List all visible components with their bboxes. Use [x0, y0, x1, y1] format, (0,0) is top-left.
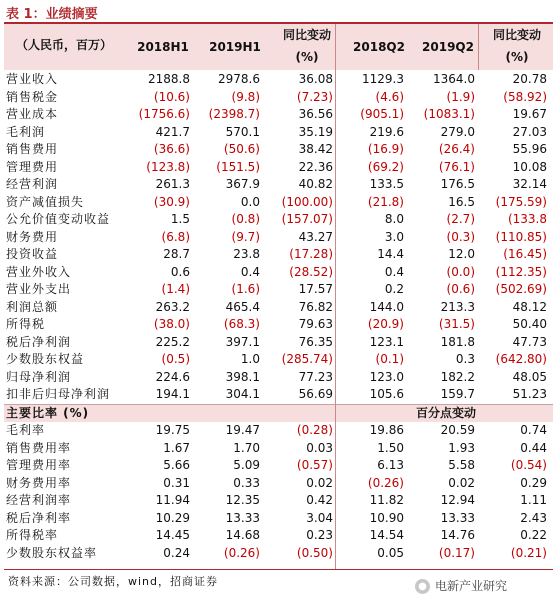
cell-value: 0.44 — [520, 440, 547, 455]
cell-value: 1364.0 — [433, 72, 475, 87]
row-label: 扣非后归母净利润 — [6, 387, 111, 402]
table-title: 表 1：业绩摘要 — [6, 7, 98, 22]
cell-value: (0.1) — [375, 352, 404, 367]
cell-value: (50.6) — [223, 142, 260, 157]
cell-value: 47.73 — [512, 334, 547, 349]
cell-value: 19.67 — [512, 107, 547, 122]
cell-value: 279.0 — [440, 124, 475, 139]
cell-value: (112.35) — [495, 264, 547, 279]
table-row — [4, 281, 553, 299]
cell-value: (36.6) — [153, 142, 190, 157]
row-label: 销售税金 — [6, 89, 59, 104]
row-label: 税后净利率 — [6, 510, 72, 525]
cell-value: 1.93 — [448, 440, 475, 455]
cell-value: (0.28) — [296, 423, 333, 438]
table-row — [4, 159, 553, 177]
cell-value: 465.4 — [225, 299, 260, 314]
table-row — [4, 229, 553, 247]
cell-value: (16.45) — [503, 247, 547, 262]
cell-value: 304.1 — [225, 387, 260, 402]
cell-value: 19.47 — [225, 423, 260, 438]
row-label: 销售费用 — [6, 142, 59, 157]
cell-value: 36.08 — [298, 72, 333, 87]
cell-value: (123.8) — [146, 159, 190, 174]
cell-value: 0.05 — [377, 545, 404, 560]
cell-value: (30.9) — [153, 194, 190, 209]
cell-value: 17.57 — [298, 282, 333, 297]
cell-value: (0.8) — [231, 212, 260, 227]
cell-value: (110.85) — [495, 229, 547, 244]
cell-value: (175.59) — [495, 194, 547, 209]
cell-value: 0.31 — [163, 475, 190, 490]
cell-value: 32.14 — [512, 177, 547, 192]
cell-value: (26.4) — [438, 142, 475, 157]
cell-value: 10.29 — [155, 510, 190, 525]
cell-value: 6.13 — [377, 458, 404, 473]
cell-value: 55.96 — [512, 142, 547, 157]
cell-value: 261.3 — [155, 177, 190, 192]
cell-value: 77.23 — [298, 369, 333, 384]
cell-value: (0.54) — [510, 458, 547, 473]
cell-value: 16.5 — [448, 194, 475, 209]
row-label: 销售费用率 — [6, 440, 72, 455]
cell-value: (58.92) — [503, 89, 547, 104]
cell-value: (28.52) — [289, 264, 333, 279]
table-row — [4, 89, 553, 107]
cell-value: 14.68 — [225, 528, 260, 543]
row-label: 财务费用率 — [6, 475, 72, 490]
row-label: 所得税 — [6, 317, 46, 332]
row-label: 营业外支出 — [6, 282, 72, 297]
cell-value: 421.7 — [155, 124, 190, 139]
cell-value: 0.0 — [240, 194, 260, 209]
cell-value: 48.05 — [512, 369, 547, 384]
wechat-icon: ● — [415, 579, 430, 594]
cell-value: (21.8) — [367, 194, 404, 209]
cell-value: 213.3 — [440, 299, 475, 314]
cell-value: 0.24 — [163, 545, 190, 560]
table-row — [4, 176, 553, 194]
cell-value: 14.76 — [440, 528, 475, 543]
cell-value: (157.07) — [281, 212, 333, 227]
cell-value: (1.9) — [446, 89, 475, 104]
ratio-section-label: 主要比率 (%) — [4, 404, 339, 422]
cell-value: 0.03 — [306, 440, 333, 455]
table-row — [4, 527, 553, 545]
row-label: 财务费用 — [6, 229, 59, 244]
cell-value: (6.8) — [161, 229, 190, 244]
row-label: 税后净利润 — [6, 334, 72, 349]
cell-value: 51.23 — [512, 387, 547, 402]
table-row — [4, 246, 553, 264]
table-row — [4, 492, 553, 510]
table-row — [4, 334, 553, 352]
cell-value: (76.1) — [438, 159, 475, 174]
cell-value: 14.54 — [369, 528, 404, 543]
cell-value: 2978.6 — [218, 72, 260, 87]
cell-value: 0.22 — [520, 528, 547, 543]
table-row — [4, 316, 553, 334]
cell-value: (31.5) — [438, 317, 475, 332]
table-body — [4, 71, 553, 562]
cell-value: 22.36 — [298, 159, 333, 174]
bottom-rule — [4, 569, 553, 570]
cell-value: (905.1) — [360, 107, 404, 122]
row-label: 营业外收入 — [6, 264, 72, 279]
cell-value: 3.04 — [306, 510, 333, 525]
cell-value: 40.82 — [298, 177, 333, 192]
header-divider — [478, 24, 479, 70]
cell-value: 11.94 — [155, 493, 190, 508]
cell-value: (0.21) — [510, 545, 547, 560]
cell-value: 225.2 — [155, 334, 190, 349]
table-row — [4, 510, 553, 528]
row-label: 少数股东权益 — [6, 352, 85, 367]
watermark-text: 电新产业研究 — [435, 579, 508, 593]
cell-value: (1.6) — [231, 282, 260, 297]
cell-value: 76.35 — [298, 334, 333, 349]
table-row — [4, 211, 553, 229]
cell-value: (1083.1) — [423, 107, 475, 122]
earnings-summary-table — [4, 71, 553, 562]
cell-value: (0.26) — [367, 475, 404, 490]
header-yoy-2: 同比变动 — [492, 28, 541, 42]
table-row — [4, 386, 553, 404]
row-label: 营业收入 — [6, 72, 59, 87]
cell-value: (68.3) — [223, 317, 260, 332]
cell-value: (133.8 — [507, 212, 547, 227]
row-label: 少数股东权益率 — [6, 545, 98, 560]
cell-value: 194.1 — [155, 387, 190, 402]
row-label: 毛利率 — [6, 423, 46, 438]
cell-value: 181.8 — [440, 334, 475, 349]
row-label: 管理费用率 — [6, 458, 72, 473]
cell-value: 79.63 — [298, 317, 333, 332]
cell-value: (0.3) — [446, 229, 475, 244]
cell-value: 76.82 — [298, 299, 333, 314]
cell-value: 0.74 — [520, 423, 547, 438]
cell-value: 159.7 — [440, 387, 475, 402]
cell-value: 0.02 — [448, 475, 475, 490]
cell-value: 1.67 — [163, 440, 190, 455]
header-2019q2: 2019Q2 — [422, 40, 474, 54]
header-yoy-2-unit: (%) — [505, 50, 529, 64]
cell-value: 50.40 — [512, 317, 547, 332]
table-row — [4, 141, 553, 159]
row-label: 资产减值损失 — [6, 194, 85, 209]
cell-value: 8.0 — [384, 212, 404, 227]
cell-value: 20.78 — [512, 72, 547, 87]
row-label: 利润总额 — [6, 299, 59, 314]
cell-value: 38.42 — [298, 142, 333, 157]
row-label: 投资收益 — [6, 247, 59, 262]
table-row — [4, 351, 553, 369]
cell-value: 397.1 — [225, 334, 260, 349]
cell-value: 123.1 — [369, 334, 404, 349]
cell-value: 48.12 — [512, 299, 547, 314]
cell-value: 0.6 — [170, 264, 190, 279]
cell-value: 0.29 — [520, 475, 547, 490]
cell-value: 176.5 — [440, 177, 475, 192]
table-row — [4, 422, 553, 440]
cell-value: 3.0 — [384, 229, 404, 244]
cell-value: 2.43 — [520, 510, 547, 525]
cell-value: 0.42 — [306, 493, 333, 508]
cell-value: (0.6) — [446, 282, 475, 297]
cell-value: 28.7 — [163, 247, 190, 262]
cell-value: 0.2 — [384, 282, 404, 297]
cell-value: (17.28) — [289, 247, 333, 262]
cell-value: 56.69 — [298, 387, 333, 402]
cell-value: (0.50) — [296, 545, 333, 560]
cell-value: (285.74) — [281, 352, 333, 367]
cell-value: 144.0 — [369, 299, 404, 314]
cell-value: 36.56 — [298, 107, 333, 122]
cell-value: 123.0 — [369, 369, 404, 384]
cell-value: 398.1 — [225, 369, 260, 384]
cell-value: 23.8 — [233, 247, 260, 262]
cell-value: (38.0) — [153, 317, 190, 332]
cell-value: 14.4 — [377, 247, 404, 262]
cell-value: 14.45 — [155, 528, 190, 543]
cell-value: 0.23 — [306, 528, 333, 543]
cell-value: (9.7) — [231, 229, 260, 244]
table-header — [4, 24, 553, 70]
row-label: 公允价值变动收益 — [6, 212, 111, 227]
cell-value: 224.6 — [155, 369, 190, 384]
cell-value: (0.5) — [161, 352, 190, 367]
cell-value: 2188.8 — [148, 72, 190, 87]
cell-value: 219.6 — [369, 124, 404, 139]
cell-value: 0.02 — [306, 475, 333, 490]
cell-value: 1.11 — [520, 493, 547, 508]
header-yoy-1: 同比变动 — [282, 28, 331, 42]
row-label: 营业成本 — [6, 107, 59, 122]
table-row — [4, 264, 553, 282]
ratio-change-label: 百分点变动 — [339, 404, 553, 422]
cell-value: (0.57) — [296, 458, 333, 473]
cell-value: (151.5) — [216, 159, 260, 174]
row-label: 经营利润率 — [6, 493, 72, 508]
table-row — [4, 194, 553, 212]
cell-value: 0.4 — [384, 264, 404, 279]
cell-value: 0.33 — [233, 475, 260, 490]
source-note: 资料来源：公司数据，wind，招商证券 — [8, 575, 219, 588]
cell-value: 27.03 — [512, 124, 547, 139]
cell-value: 1129.3 — [362, 72, 404, 87]
cell-value: (7.23) — [296, 89, 333, 104]
cell-value: (20.9) — [367, 317, 404, 332]
cell-value: 105.6 — [369, 387, 404, 402]
cell-value: 1.70 — [233, 440, 260, 455]
cell-value: 43.27 — [298, 229, 333, 244]
cell-value: (1.4) — [161, 282, 190, 297]
cell-value: (0.17) — [438, 545, 475, 560]
cell-value: 19.75 — [155, 423, 190, 438]
cell-value: 12.94 — [440, 493, 475, 508]
cell-value: 133.5 — [369, 177, 404, 192]
header-2019h1: 2019H1 — [209, 40, 261, 54]
cell-value: 5.58 — [448, 458, 475, 473]
cell-value: 20.59 — [440, 423, 475, 438]
table-row — [4, 124, 553, 142]
header-yoy-1-unit: (%) — [295, 50, 319, 64]
row-label: 经营利润 — [6, 177, 59, 192]
cell-value: 1.50 — [377, 440, 404, 455]
cell-value: (69.2) — [367, 159, 404, 174]
cell-value: (0.0) — [446, 264, 475, 279]
table-row — [4, 106, 553, 124]
table-row — [4, 440, 553, 458]
cell-value: 1.5 — [170, 212, 190, 227]
cell-value: (1756.6) — [138, 107, 190, 122]
cell-value: 10.08 — [512, 159, 547, 174]
cell-value: 182.2 — [440, 369, 475, 384]
row-label: 归母净利润 — [6, 369, 72, 384]
cell-value: 5.66 — [163, 458, 190, 473]
row-label: 管理费用 — [6, 159, 59, 174]
cell-value: 1.0 — [240, 352, 260, 367]
cell-value: 12.0 — [448, 247, 475, 262]
cell-value: (642.80) — [495, 352, 547, 367]
cell-value: 0.3 — [455, 352, 475, 367]
row-label: 所得税率 — [6, 528, 59, 543]
table-row — [4, 71, 553, 89]
cell-value: 13.33 — [440, 510, 475, 525]
cell-value: (16.9) — [367, 142, 404, 157]
header-2018h1: 2018H1 — [137, 40, 189, 54]
cell-value: 11.82 — [369, 493, 404, 508]
cell-value: 0.4 — [240, 264, 260, 279]
cell-value: (100.00) — [281, 194, 333, 209]
cell-value: (4.6) — [375, 89, 404, 104]
cell-value: 35.19 — [298, 124, 333, 139]
cell-value: 570.1 — [225, 124, 260, 139]
cell-value: (502.69) — [495, 282, 547, 297]
cell-value: 5.09 — [233, 458, 260, 473]
table-row — [4, 475, 553, 493]
cell-value: (2.7) — [446, 212, 475, 227]
cell-value: (10.6) — [153, 89, 190, 104]
cell-value: (2398.7) — [208, 107, 260, 122]
cell-value: 10.90 — [369, 510, 404, 525]
table-row — [4, 369, 553, 387]
cell-value: 263.2 — [155, 299, 190, 314]
row-label: 毛利润 — [6, 124, 46, 139]
cell-value: 12.35 — [225, 493, 260, 508]
watermark — [415, 577, 507, 594]
ratio-section-header — [4, 404, 553, 422]
table-row — [4, 299, 553, 317]
cell-value: 13.33 — [225, 510, 260, 525]
header-unit: （人民币，百万） — [15, 38, 112, 52]
table-row — [4, 457, 553, 475]
cell-value: 367.9 — [225, 177, 260, 192]
cell-value: (9.8) — [231, 89, 260, 104]
cell-value: 19.86 — [369, 423, 404, 438]
header-2018q2: 2018Q2 — [353, 40, 405, 54]
cell-value: (0.26) — [223, 545, 260, 560]
table-row — [4, 545, 553, 563]
column-divider — [335, 24, 336, 570]
